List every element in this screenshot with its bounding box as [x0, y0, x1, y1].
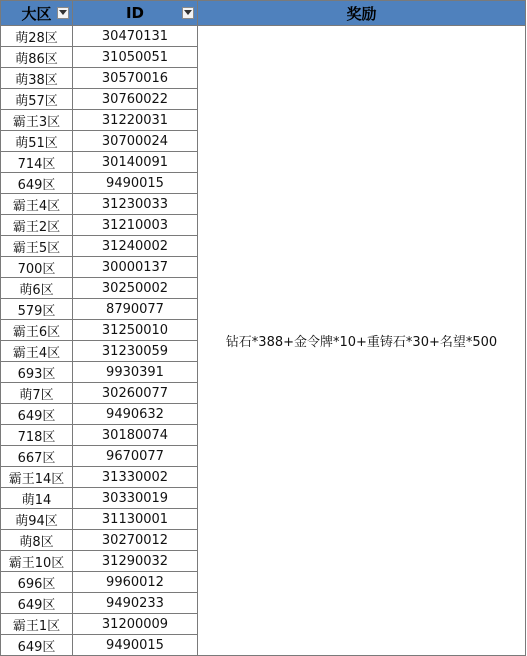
zone-cell[interactable]: 霸王5区: [1, 236, 73, 257]
zone-cell[interactable]: 649区: [1, 593, 73, 614]
zone-cell[interactable]: 649区: [1, 404, 73, 425]
id-cell[interactable]: 30760022: [73, 89, 198, 110]
id-cell[interactable]: 31290032: [73, 551, 198, 572]
id-cell[interactable]: 30140091: [73, 152, 198, 173]
zone-cell[interactable]: 718区: [1, 425, 73, 446]
zone-cell[interactable]: 霸王1区: [1, 614, 73, 635]
id-cell[interactable]: 31230059: [73, 341, 198, 362]
id-cell[interactable]: 31220031: [73, 110, 198, 131]
id-cell[interactable]: 9490632: [73, 404, 198, 425]
id-cell[interactable]: 8790077: [73, 299, 198, 320]
zone-header[interactable]: [1, 1, 73, 26]
zone-cell[interactable]: 萌94区: [1, 509, 73, 530]
id-cell[interactable]: 30470131: [73, 26, 198, 47]
zone-cell[interactable]: 霸王10区: [1, 551, 73, 572]
zone-cell[interactable]: 萌86区: [1, 47, 73, 68]
reward-header[interactable]: [198, 1, 526, 26]
zone-cell[interactable]: 萌57区: [1, 89, 73, 110]
id-cell[interactable]: 31200009: [73, 614, 198, 635]
zone-cell[interactable]: 霸王4区: [1, 341, 73, 362]
id-cell[interactable]: 30260077: [73, 383, 198, 404]
id-cell[interactable]: 30250002: [73, 278, 198, 299]
id-cell[interactable]: 31230033: [73, 194, 198, 215]
zone-cell[interactable]: 萌6区: [1, 278, 73, 299]
zone-cell[interactable]: 霸王6区: [1, 320, 73, 341]
id-cell[interactable]: 30270012: [73, 530, 198, 551]
zone-cell[interactable]: 700区: [1, 257, 73, 278]
id-cell[interactable]: 31210003: [73, 215, 198, 236]
id-cell[interactable]: 30570016: [73, 68, 198, 89]
id-cell[interactable]: 30700024: [73, 131, 198, 152]
zone-cell[interactable]: 693区: [1, 362, 73, 383]
id-cell[interactable]: 30330019: [73, 488, 198, 509]
reward-cell[interactable]: 钻石*388+金令牌*10+重铸石*30+名望*500: [198, 26, 526, 656]
id-cell[interactable]: 9960012: [73, 572, 198, 593]
zone-cell[interactable]: 萌28区: [1, 26, 73, 47]
id-cell[interactable]: 31240002: [73, 236, 198, 257]
zone-cell[interactable]: 萌8区: [1, 530, 73, 551]
filter-dropdown-icon[interactable]: [182, 7, 194, 19]
id-cell[interactable]: 30180074: [73, 425, 198, 446]
id-cell[interactable]: 31130001: [73, 509, 198, 530]
id-cell[interactable]: 9930391: [73, 362, 198, 383]
zone-cell[interactable]: 579区: [1, 299, 73, 320]
id-cell[interactable]: 31050051: [73, 47, 198, 68]
zone-cell[interactable]: 萌14: [1, 488, 73, 509]
zone-cell[interactable]: 696区: [1, 572, 73, 593]
zone-header-label: 大区: [21, 4, 52, 23]
id-cell[interactable]: 9490233: [73, 593, 198, 614]
zone-cell[interactable]: 霸王3区: [1, 110, 73, 131]
zone-cell[interactable]: 萌51区: [1, 131, 73, 152]
zone-cell[interactable]: 霸王4区: [1, 194, 73, 215]
reward-header-label: 奖励: [346, 4, 377, 23]
header-row: [1, 1, 526, 26]
id-header[interactable]: [73, 1, 198, 26]
id-cell[interactable]: 9670077: [73, 446, 198, 467]
zone-cell[interactable]: 萌38区: [1, 68, 73, 89]
table-row: [1, 26, 526, 47]
id-cell[interactable]: 31330002: [73, 467, 198, 488]
table-body: [1, 26, 526, 656]
zone-cell[interactable]: 霸王2区: [1, 215, 73, 236]
zone-cell[interactable]: 649区: [1, 635, 73, 656]
id-cell[interactable]: 9490015: [73, 173, 198, 194]
id-cell[interactable]: 31250010: [73, 320, 198, 341]
zone-cell[interactable]: 649区: [1, 173, 73, 194]
zone-cell[interactable]: 667区: [1, 446, 73, 467]
zone-cell[interactable]: 714区: [1, 152, 73, 173]
zone-cell[interactable]: 霸王14区: [1, 467, 73, 488]
id-header-label: ID: [125, 4, 145, 22]
filter-dropdown-icon[interactable]: [57, 7, 69, 19]
id-cell[interactable]: 9490015: [73, 635, 198, 656]
zone-cell[interactable]: 萌7区: [1, 383, 73, 404]
id-cell[interactable]: 30000137: [73, 257, 198, 278]
